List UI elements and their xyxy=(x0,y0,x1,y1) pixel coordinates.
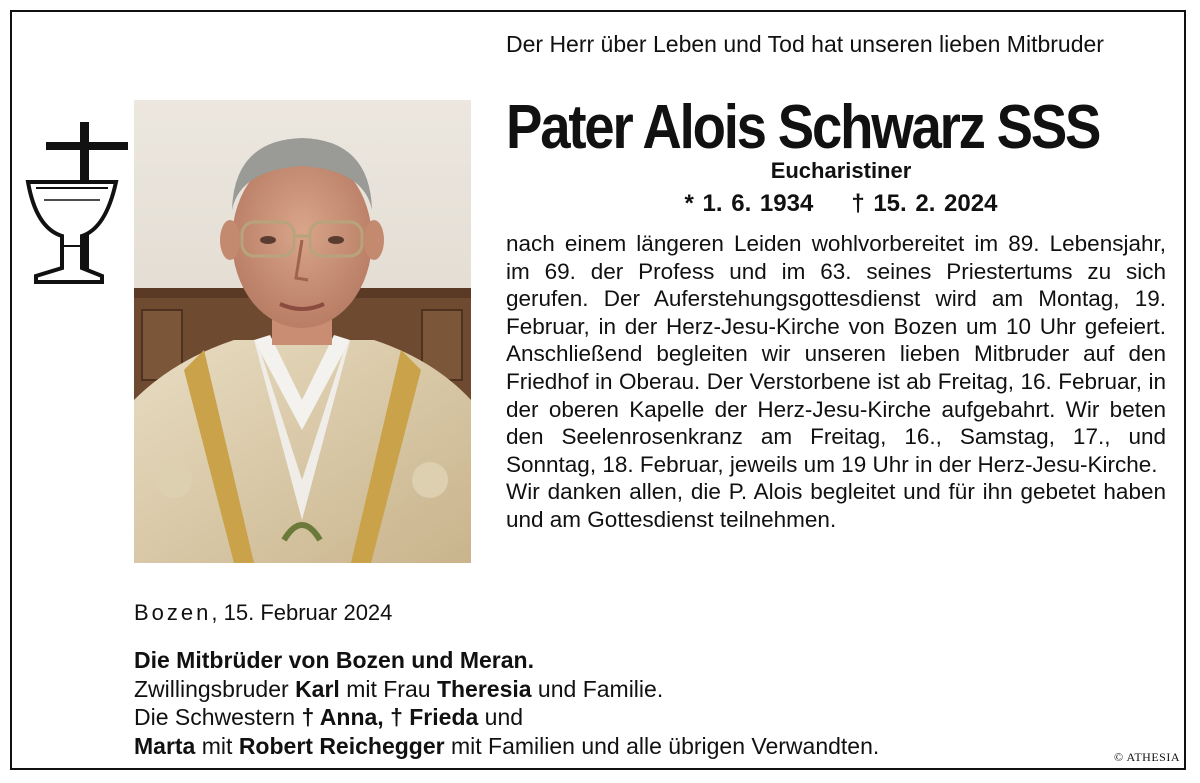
mourners-line: Die Mitbrüder von Bozen und Meran. xyxy=(134,647,534,673)
portrait-photo xyxy=(134,100,471,563)
place-name: Bozen xyxy=(134,600,212,625)
body-paragraph: nach einem längeren Leiden wohlvorbereitet im 89. Lebensjahr, im 69. der Profess und im 63. seines Priestertums zu sich gerufen. Der Auferstehungsgottesdienst wird am Montag, 19. Februar, in der Herz-Jesu-Kirche von Bozen um 10 Uhr gefeiert. Anschließend begleiten wir unseren lieben Mitbruder auf den Friedhof in Oberau. Der Verstorbene ist ab Freitag, 16. Februar, in der oberen Kapelle der Herz-Jesu-Kirche aufgebahrt. Wir beten den Seelenrosenkranz am Freitag, 16., Samstag, 17., und Sonntag, 18. Februar, jeweils um 19 Uhr in der Herz-Jesu-Kirche. xyxy=(506,231,1166,477)
religious-order: Eucharistiner xyxy=(770,158,912,183)
mourners-list xyxy=(134,646,1134,760)
mourners-line: Marta mit Robert Reichegger mit Familien und alle übrigen Verwandten. xyxy=(134,732,880,759)
notice-body xyxy=(506,230,1166,534)
cross-chalice-icon xyxy=(22,118,132,288)
notice-date: 15. Februar 2024 xyxy=(223,600,393,625)
mourners-line: Zwillingsbruder Karl mit Frau Theresia und Familie. xyxy=(134,675,664,702)
body-paragraph: Wir danken allen, die P. Alois begleitet und für ihn gebetet haben und am Gottesdienst teilnehmen. xyxy=(506,479,1166,532)
place-date: Bozen, 15. Februar 2024 xyxy=(134,600,393,625)
death-date: † 15. 2. 2024 xyxy=(851,190,998,217)
birth-date: * 1. 6. 1934 xyxy=(684,190,814,217)
deceased-name: Pater Alois Schwarz SSS xyxy=(506,93,1100,162)
life-dates xyxy=(506,190,1176,218)
intro-text: Der Herr über Leben und Tod hat unseren lieben Mitbruder xyxy=(506,31,1104,57)
copyright-notice: © ATHESIA xyxy=(1114,750,1180,764)
mourners-line: Die Schwestern † Anna, † Frieda und xyxy=(134,704,524,730)
